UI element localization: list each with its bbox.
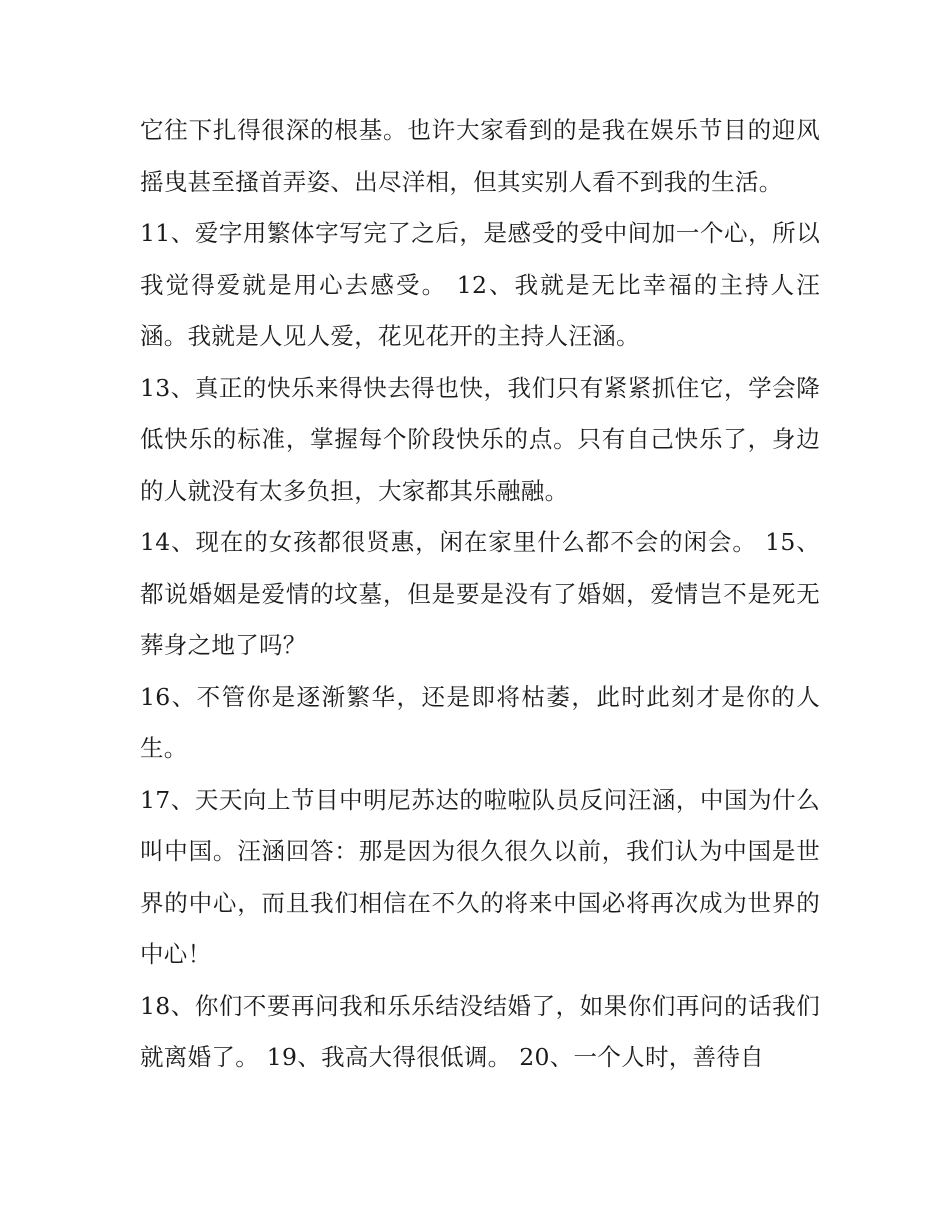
paragraph-5: 16、不管你是逐渐繁华，还是即将枯萎，此时此刻才是你的人生。 — [140, 682, 820, 762]
paragraph-3: 13、真正的快乐来得快去得也快，我们只有紧紧抓住它，学会降低快乐的标准，掌握每个阶段快乐的点。只有自己快乐了，身边的人就没有太多负担，大家都其乐融融。 — [140, 373, 820, 505]
paragraph-7: 18、你们不要再问我和乐乐结没结婚了，如果你们再问的话我们就离婚了。 19、我高大得很低调。 20、一个人时，善待自 — [140, 991, 820, 1071]
paragraph-6: 17、天天向上节目中明尼苏达的啦啦队员反问汪涵，中国为什么叫中国。汪涵回答：那是因为很久很久以前，我们认为中国是世界的中心，而且我们相信在不久的将来中国必将再次成为世界的中心！ — [140, 785, 820, 968]
paragraph-4: 14、现在的女孩都很贤惠，闲在家里什么都不会的闲会。 15、都说婚姻是爱情的坟墓，但是要是没有了婚姻，爱情岂不是死无葬身之地了吗？ — [140, 528, 820, 659]
paragraph-1: 它往下扎得很深的根基。也许大家看到的是我在娱乐节目的迎风摇曳甚至搔首弄姿、出尽洋相，但其实别人看不到我的生活。 — [140, 116, 820, 196]
document-body — [140, 105, 820, 1084]
paragraph-2: 11、爱字用繁体字写完了之后，是感受的受中间加一个心，所以我觉得爱就是用心去感受。 12、我就是无比幸福的主持人汪涵。我就是人见人爱，花见花开的主持人汪涵。 — [140, 219, 820, 350]
